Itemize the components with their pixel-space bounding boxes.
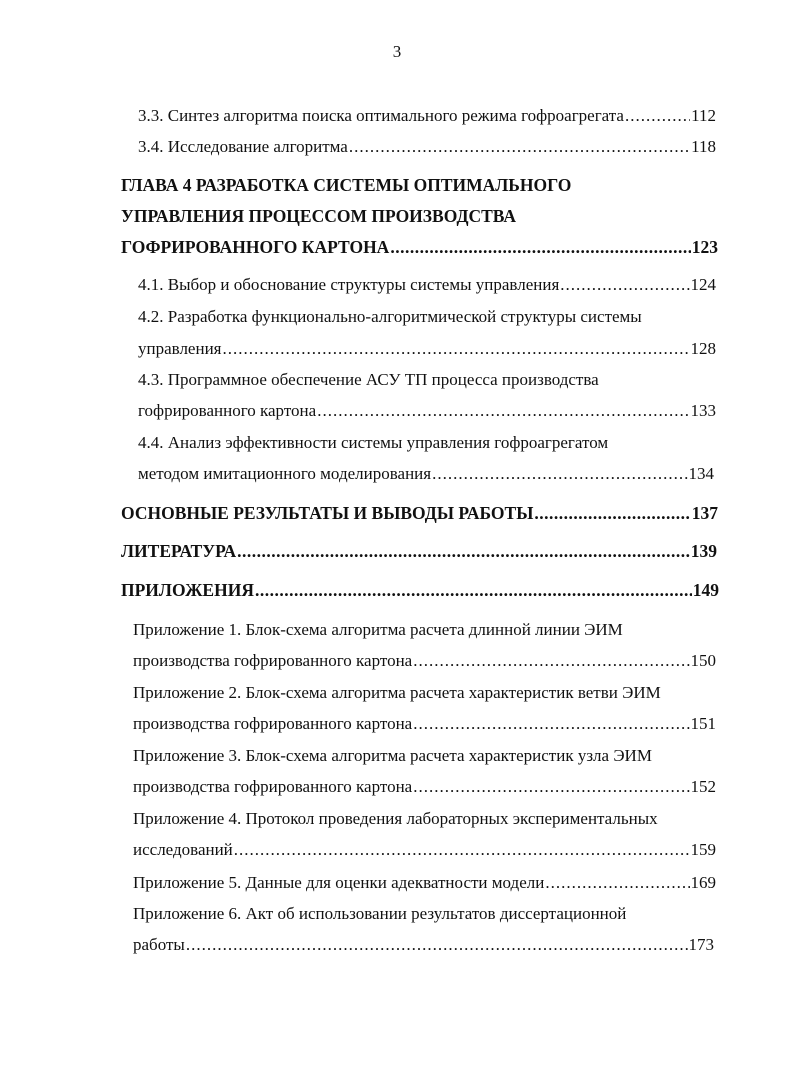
toc-entry-4-4: [138, 464, 714, 484]
toc-entry-title: ОСНОВНЫЕ РЕЗУЛЬТАТЫ И ВЫВОДЫ РАБОТЫ: [121, 503, 534, 523]
toc-entry-title: ГОФРИРОВАННОГО КАРТОНА: [121, 237, 390, 257]
toc-leader-dots: [234, 840, 690, 860]
toc-appendix-1-line1: Приложение 1. Блок-схема алгоритма расчета длинной линии ЭИМ: [133, 620, 623, 639]
toc-appendix-4-line1: Приложение 4. Протокол проведения лабораторных экспериментальных: [133, 809, 658, 828]
toc-leader-dots: [413, 714, 689, 734]
toc-leader-dots: [349, 137, 690, 157]
toc-entry-page: 169: [690, 873, 716, 892]
toc-entry-title: 3.3. Синтез алгоритма поиска оптимального режима гофроагрегата: [138, 106, 624, 125]
toc-entry-title: 3.4. Исследование алгоритма: [138, 137, 348, 156]
toc-entry-3-4: [138, 137, 716, 157]
toc-entry-page: 151: [690, 714, 716, 733]
toc-entry-page: 118: [691, 137, 716, 156]
toc-leader-dots: [317, 401, 689, 421]
toc-leader-dots: [560, 275, 689, 295]
toc-entry-3-3: [138, 106, 716, 126]
toc-entry-title: исследований: [133, 840, 233, 859]
toc-entry-title: производства гофрированного картона: [133, 651, 413, 670]
toc-leader-dots: [255, 580, 692, 600]
toc-leader-dots: [237, 541, 690, 561]
toc-appendix-6: [133, 935, 714, 955]
toc-entry-page: 137: [691, 503, 718, 523]
toc-entry-page: 159: [690, 840, 716, 859]
toc-entry-title: производства гофрированного картона: [133, 777, 413, 796]
toc-entry-page: 149: [692, 580, 719, 600]
toc-entry-4-2-line1: 4.2. Разработка функционально-алгоритмической структуры системы: [138, 307, 642, 326]
toc-entry-page: 150: [690, 651, 716, 670]
toc-leader-dots: [186, 935, 688, 955]
toc-entry-page: 124: [690, 275, 716, 294]
toc-appendix-4: [133, 840, 716, 860]
toc-entry-title: Приложение 5. Данные для оценки адекватности модели: [133, 873, 545, 892]
toc-literature: [121, 541, 717, 561]
toc-leader-dots: [390, 237, 690, 257]
toc-entry-title: работы: [133, 935, 185, 954]
page-number: 3: [392, 42, 402, 61]
toc-entry-page: 134: [688, 464, 714, 483]
toc-appendix-5: [133, 873, 716, 893]
toc-entry-4-1: [138, 275, 716, 295]
toc-leader-dots: [413, 651, 689, 671]
toc-entry-page: 152: [690, 777, 716, 796]
toc-entry-page: 112: [691, 106, 716, 125]
toc-chapter-4-line2: УПРАВЛЕНИЯ ПРОЦЕССОМ ПРОИЗВОДСТВА: [121, 206, 517, 226]
toc-appendix-3-line1: Приложение 3. Блок-схема алгоритма расчета характеристик узла ЭИМ: [133, 746, 652, 765]
toc-entry-page: 128: [690, 339, 716, 358]
toc-entry-title: методом имитационного моделирования: [138, 464, 432, 483]
toc-chapter-4: [121, 237, 718, 257]
toc-entry-4-3: [138, 401, 716, 421]
toc-leader-dots: [545, 873, 689, 893]
toc-entry-page: 123: [691, 237, 718, 257]
toc-entry-4-4-line1: 4.4. Анализ эффективности системы управления гофроагрегатом: [138, 433, 609, 452]
toc-appendix-3: [133, 777, 716, 797]
toc-entry-title: ПРИЛОЖЕНИЯ: [121, 580, 254, 600]
toc-entry-page: 139: [690, 541, 717, 561]
toc-leader-dots: [413, 777, 689, 797]
toc-leader-dots: [534, 503, 690, 523]
toc-appendix-6-line1: Приложение 6. Акт об использовании результатов диссертационной: [133, 904, 627, 923]
toc-leader-dots: [223, 339, 690, 359]
toc-entry-4-3-line1: 4.3. Программное обеспечение АСУ ТП процесса производства: [138, 370, 599, 389]
toc-entry-title: производства гофрированного картона: [133, 714, 413, 733]
toc-appendix-1: [133, 651, 716, 671]
toc-entry-title: 4.1. Выбор и обоснование структуры системы управления: [138, 275, 560, 294]
toc-appendix-2-line1: Приложение 2. Блок-схема алгоритма расчета характеристик ветви ЭИМ: [133, 683, 661, 702]
toc-leader-dots: [625, 106, 690, 126]
toc-entry-title: ЛИТЕРАТУРА: [121, 541, 237, 561]
toc-entry-page: 133: [690, 401, 716, 420]
toc-entry-page: 173: [688, 935, 714, 954]
toc-appendices: [121, 580, 719, 600]
toc-entry-title: гофрированного картона: [138, 401, 317, 420]
toc-appendix-2: [133, 714, 716, 734]
toc-entry-4-2: [138, 339, 716, 359]
toc-entry-title: управления: [138, 339, 222, 358]
toc-chapter-4-line1: ГЛАВА 4 РАЗРАБОТКА СИСТЕМЫ ОПТИМАЛЬНОГО: [121, 175, 572, 195]
toc-main-results: [121, 503, 718, 523]
toc-leader-dots: [432, 464, 687, 484]
